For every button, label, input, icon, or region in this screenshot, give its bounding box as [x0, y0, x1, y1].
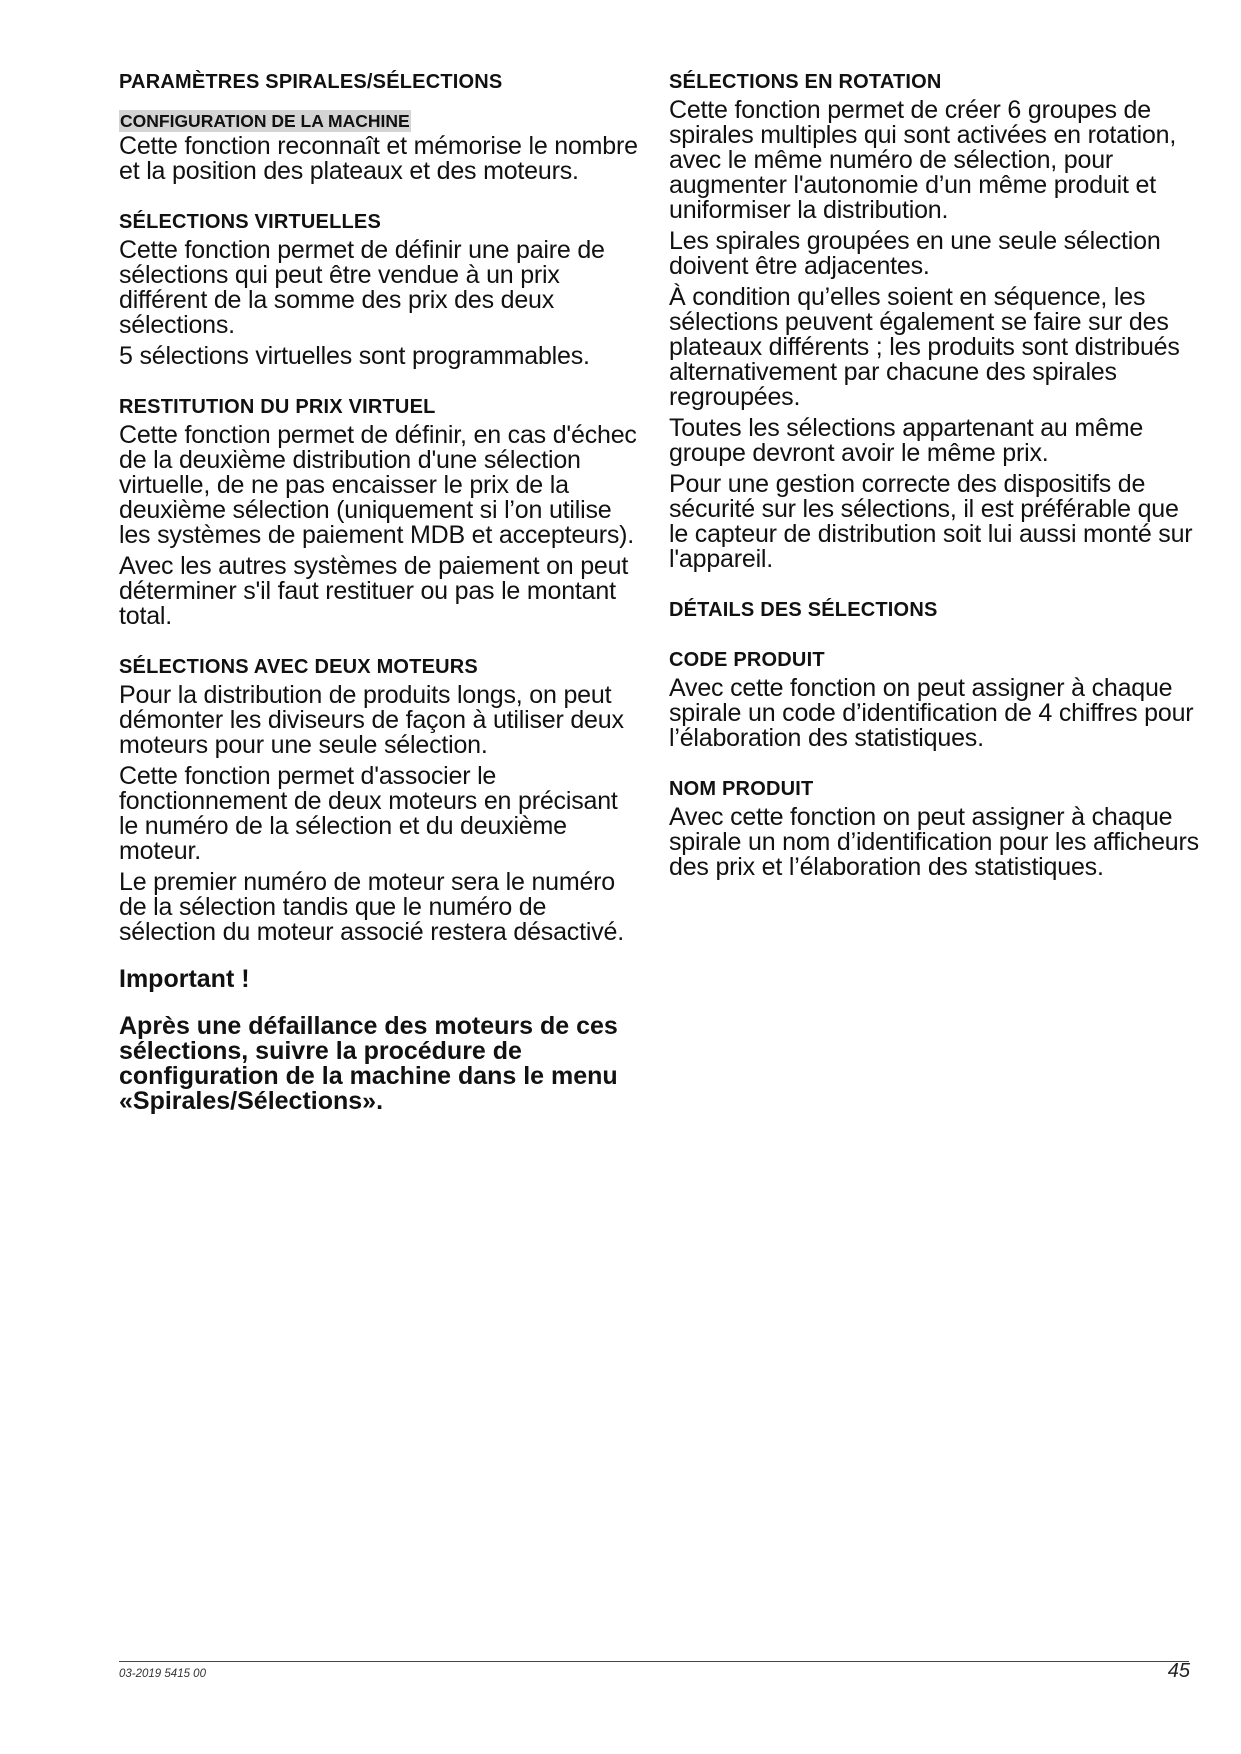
important-label: Important ! — [119, 965, 250, 993]
restitution-title: RESTITUTION DU PRIX VIRTUEL — [119, 396, 436, 418]
rotation-text-4: Toutes les sélections appartenant au même groupe devront avoir le même prix. — [669, 414, 1144, 467]
restitution-text-1: Cette fonction permet de définir, en cas d'échec de la deuxième distribution d'une sélection virtuelle, de ne pas encaisser le prix de la deuxième sélection (uniquement si l’on utilise les systèmes de paiement MDB et accepteurs). — [119, 421, 637, 549]
config-machine-text: Cette fonction reconnaît et mémorise le nombre et la position des plateaux et des moteurs. — [119, 132, 638, 185]
virtual-selections-text-2: 5 sélections virtuelles sont programmables. — [119, 342, 590, 370]
product-code-title: CODE PRODUIT — [669, 649, 825, 671]
virtual-selections-text-1: Cette fonction permet de définir une paire de sélections qui peut être vendue à un prix différent de la somme des prix des deux sélections. — [119, 236, 605, 339]
rotation-text-1: Cette fonction permet de créer 6 groupes de spirales multiples qui sont activées en rotation, avec le même numéro de sélection, pour augmenter l'autonomie d’un même produit et uniformiser la distribution. — [669, 96, 1177, 224]
rotation-title: SÉLECTIONS EN ROTATION — [669, 71, 942, 93]
product-name-title: NOM PRODUIT — [669, 778, 814, 800]
main-section-title: PARAMÈTRES SPIRALES/SÉLECTIONS — [119, 71, 503, 93]
details-title: DÉTAILS DES SÉLECTIONS — [669, 599, 938, 621]
two-motors-text-1: Pour la distribution de produits longs, on peut démonter les diviseurs de façon à utiliser deux moteurs pour une seule sélection. — [119, 681, 624, 759]
footer-divider — [119, 1661, 1189, 1662]
rotation-text-3: À condition qu’elles soient en séquence, les sélections peuvent également se faire sur des plateaux différents ; les produits sont distribués alternativement par chacune des spirales regroupées. — [669, 283, 1180, 411]
two-motors-title: SÉLECTIONS AVEC DEUX MOTEURS — [119, 656, 478, 678]
rotation-text-5: Pour une gestion correcte des dispositifs de sécurité sur les sélections, il est préférable que le capteur de distribution soit lui aussi monté sur l'appareil. — [669, 470, 1193, 573]
product-code-text: Avec cette fonction on peut assigner à chaque spirale un code d’identification de 4 chiffres pour l’élaboration des statistiques. — [669, 674, 1194, 752]
product-name-text: Avec cette fonction on peut assigner à chaque spirale un nom d’identification pour les afficheurs des prix et l’élaboration des statistiques. — [669, 803, 1199, 881]
virtual-selections-title: SÉLECTIONS VIRTUELLES — [119, 211, 382, 233]
restitution-text-2: Avec les autres systèmes de paiement on peut déterminer s'il faut restituer ou pas le montant total. — [119, 552, 629, 630]
footer-document-code: 03-2019 5415 00 — [119, 1668, 206, 1680]
right-column — [669, 70, 1199, 886]
rotation-text-2: Les spirales groupées en une seule sélection doivent être adjacentes. — [669, 227, 1161, 280]
two-motors-text-2: Cette fonction permet d'associer le fonctionnement de deux moteurs en précisant le numéro de la sélection et du deuxième moteur. — [119, 762, 618, 865]
two-motors-text-3: Le premier numéro de moteur sera le numéro de la sélection tandis que le numéro de sélection du moteur associé restera désactivé. — [119, 868, 624, 946]
left-column — [119, 70, 639, 1114]
config-machine-title: CONFIGURATION DE LA MACHINE — [120, 111, 410, 131]
page-number: 45 — [1167, 1660, 1190, 1682]
warning-text: Après une défaillance des moteurs de ces sélections, suivre la procédure de configuration de la machine dans le menu «Spirales/Sélections». — [119, 1012, 618, 1115]
